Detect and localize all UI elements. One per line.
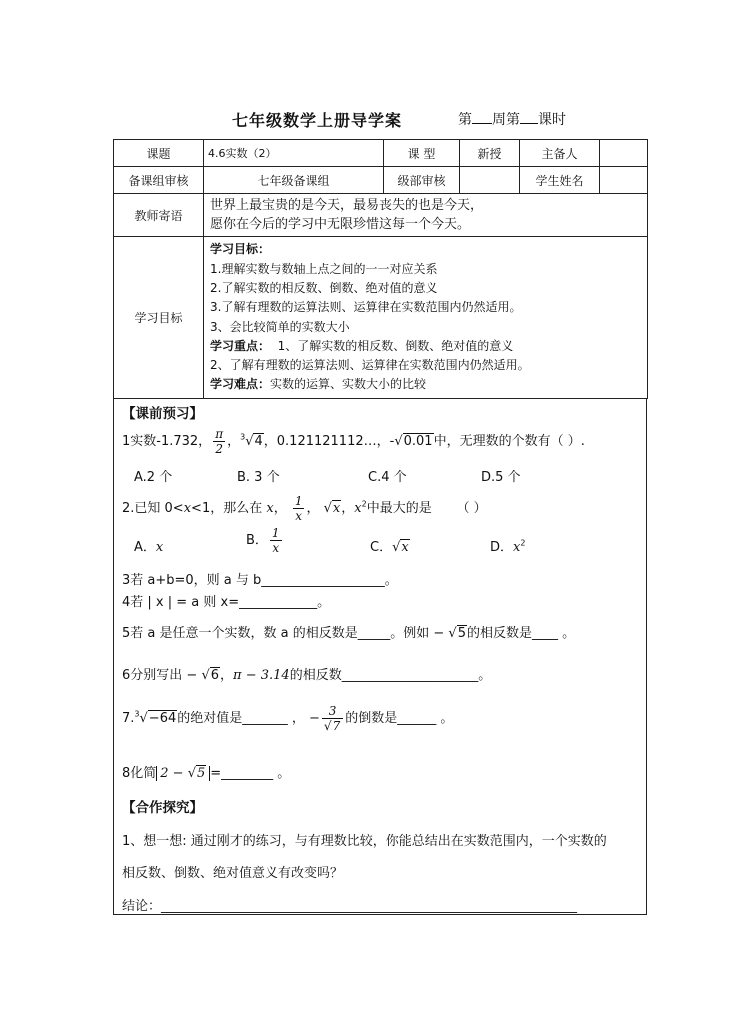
frac-numerator: 1 (271, 526, 280, 540)
preparer-label: 主备人 (520, 140, 600, 167)
page-title: 七年级数学上册导学案 (232, 111, 403, 130)
week-blank[interactable] (472, 110, 492, 124)
var-x: x (513, 540, 521, 555)
week-mid: 周第 (492, 112, 520, 128)
q1-text: 中，无理数的个数有（ ）. (433, 434, 585, 449)
q2-option-c[interactable]: C．√x (370, 540, 409, 555)
radicand: x (401, 540, 409, 555)
teacher-message-line: 世界上最宝贵的是今天，最易丧失的也是今天， (210, 197, 484, 213)
var-x: x (266, 501, 274, 516)
frac-denominator: 2 (215, 442, 223, 456)
week-suffix: 课时 (538, 112, 566, 128)
abs-expression: 2 − √5 (156, 766, 210, 781)
student-name-label: 学生姓名 (520, 167, 600, 194)
frac-numerator: 1 (294, 494, 303, 508)
radicand: 0.01 (403, 434, 433, 449)
three-over-sqrt7: $\frac{3}{√7}$ (322, 704, 343, 733)
week-lesson-field (458, 109, 566, 129)
q1-option-d[interactable]: D.5 个 (481, 470, 521, 485)
q1-text: 1实数-1.732， (122, 434, 212, 449)
question-7: 7.$^3$√−64的绝对值是_______ ， − $\frac{3}{√7}$ 的倒数是______ 。 (122, 704, 454, 733)
goals-content (204, 237, 648, 399)
lesson-blank[interactable] (520, 110, 538, 124)
question-3: 3若 a+b=0，则 a 与 b___________________。 (122, 573, 398, 588)
radicand: 6 (210, 668, 220, 683)
q5-text: 的相反数是____ 。 (466, 626, 576, 641)
q7-text: 的倒数是______ 。 (345, 711, 454, 726)
header-table (113, 139, 648, 399)
difficulty-text: 实数的运算、实数大小的比较 (270, 377, 427, 392)
q2-option-d[interactable] (490, 536, 525, 555)
pi-expression: π − 3.14 (233, 668, 290, 683)
goal-item: 1.理解实数与数轴上点之间的一一对应关系 (210, 261, 438, 276)
one-over-x (293, 494, 305, 523)
frac-numerator: π (215, 427, 224, 441)
option-letter: A． (134, 540, 156, 555)
review-value: 七年级备课组 (204, 167, 384, 194)
one-over-x (270, 526, 282, 555)
q1-option-a[interactable]: A.2 个 (134, 470, 173, 485)
goals-label: 学习目标 (114, 237, 204, 399)
preparer-value[interactable] (600, 140, 648, 167)
q6-text: ， (220, 668, 234, 683)
option-letter: D． (490, 540, 514, 555)
grade-review-value[interactable] (460, 167, 520, 194)
pi-over-2 (213, 427, 225, 456)
topic-label: 课题 (114, 140, 204, 167)
teacher-message (204, 194, 648, 237)
preview-heading: 【课前预习】 (122, 406, 203, 422)
q2-text: 2.已知 0< (122, 501, 184, 516)
answer-paren: （ ） (456, 501, 487, 516)
review-label: 备课组审核 (114, 167, 204, 194)
goals-title: 学习目标： (210, 242, 271, 257)
abs-term: 2 − (160, 766, 184, 781)
question-2: 2.已知 0<x<1，那么在 x， $\frac{1}{x}$ ， √x，$x^2$中最大的是 （ ） (122, 494, 487, 523)
explore-line: 相反数、倒数、绝对值意义有改变吗？ (122, 866, 344, 881)
question-6: 6分别写出 − √6，π − 3.14的相反数_____________________。 (122, 668, 492, 683)
var-x: x (354, 501, 362, 516)
key-item: 1、了解实数的相反数、倒数、绝对值的意义 (277, 338, 514, 353)
root-index: 3 (240, 432, 246, 442)
key-item: 2、了解有理数的运算法则、运算律在实数范围内仍然适用。 (210, 358, 530, 373)
key-label: 学习重点： (210, 338, 271, 353)
option-letter: C． (370, 540, 393, 555)
exponent: 2 (520, 538, 526, 548)
question-5: 5若 a 是任意一个实数，数 a 的相反数是_____。例如 − √5的相反数是____ 。 (122, 626, 576, 641)
teacher-message-line: 愿你在今后的学习中无限珍惜这每一个今天。 (210, 217, 471, 232)
radicand: 5 (197, 766, 206, 781)
q2-option-a[interactable] (134, 536, 163, 555)
q1-option-c[interactable]: C.4 个 (368, 470, 407, 485)
goal-item: 2.了解实数的相反数、倒数、绝对值的意义 (210, 280, 438, 295)
key-points (210, 337, 641, 356)
worksheet-body (113, 398, 647, 915)
type-label: 课 型 (384, 140, 460, 167)
q1-text: ，0.121121112…，- (263, 434, 395, 449)
week-prefix: 第 (458, 112, 472, 128)
student-name-value[interactable] (600, 167, 648, 194)
question-8 (122, 762, 290, 781)
q2-text: 中最大的是 (366, 501, 432, 516)
q2-text: <1，那么在 (191, 501, 263, 516)
q5-text: 5若 a 是任意一个实数，数 a 的相反数是_____。例如 (122, 626, 430, 641)
exponent: 2 (361, 499, 367, 509)
grade-review-label: 级部审核 (384, 167, 460, 194)
var-x: x (183, 501, 192, 516)
q7-text: 的绝对值是_______ ， (177, 711, 305, 726)
conclusion-field[interactable]: 结论：________________________________________________________________ (122, 899, 578, 914)
radicand: x (332, 501, 341, 516)
question-4: 4若 | x | = a 则 x=____________。 (122, 595, 331, 610)
radicand: 5 (457, 626, 466, 641)
q8-text: 8化简 (122, 766, 157, 781)
goal-item: 3、会比较简单的实数大小 (210, 319, 350, 334)
frac-denominator: x (272, 541, 280, 555)
page-title-bar (0, 108, 744, 132)
frac-numerator: 3 (322, 704, 343, 719)
q6-text: 的相反数_____________________。 (289, 668, 492, 683)
teacher-message-label: 教师寄语 (114, 194, 204, 237)
goal-item: 3.了解有理数的运算法则、运算律在实数范围内仍然适用。 (210, 300, 522, 315)
radicand: −64 (148, 711, 177, 726)
q1-option-b[interactable]: B. 3 个 (237, 470, 280, 485)
option-letter: B． (246, 533, 268, 548)
var-x: x (155, 540, 164, 555)
frac-denominator: x (295, 509, 303, 523)
difficulty-label: 学习难点： (210, 377, 271, 392)
q2-option-b[interactable] (246, 526, 284, 555)
explore-heading: 【合作探究】 (122, 800, 203, 816)
question-1: 1实数-1.732， $\frac{\pi}{2}$ ，$^3$√4，0.121121112…，-√0.01中，无理数的个数有（ ）. (122, 427, 585, 456)
q6-text: 6分别写出 (122, 668, 183, 683)
q8-text: =________ 。 (210, 766, 291, 781)
type-value: 新授 (460, 140, 520, 167)
topic-value: 4.6实数（2） (204, 140, 384, 167)
difficulty (210, 375, 641, 394)
radicand: 7 (332, 719, 341, 733)
explore-line: 1、想一想: 通过刚才的练习，与有理数比较，你能总结出在实数范围内，一个实数的 (122, 834, 607, 849)
radicand: 4 (254, 434, 263, 449)
root-index: 3 (134, 709, 140, 719)
